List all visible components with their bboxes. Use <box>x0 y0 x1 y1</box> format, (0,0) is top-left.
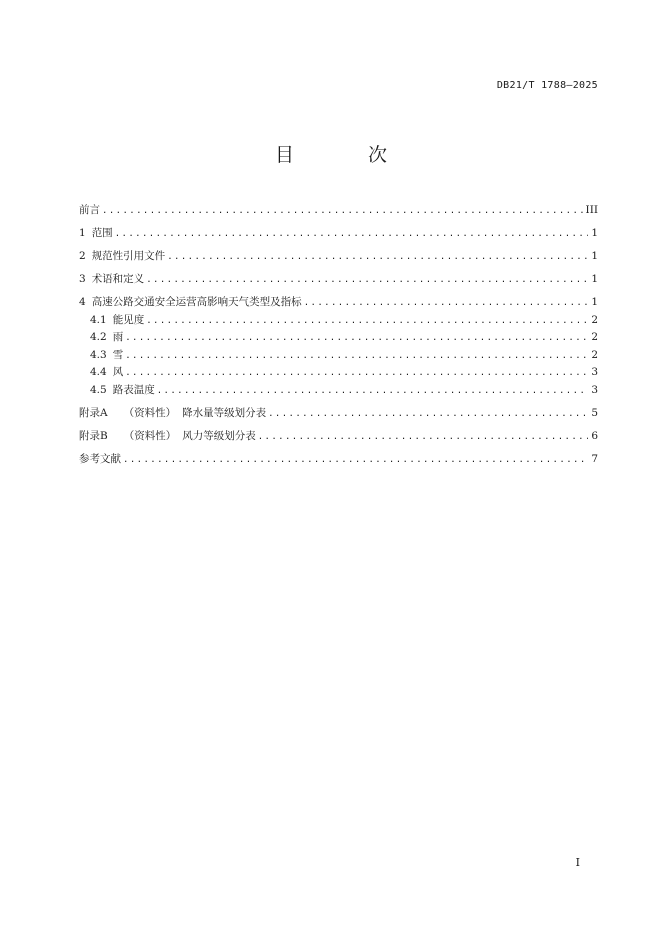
toc-page-number: 1 <box>591 296 598 308</box>
toc-appendix-type: （资料性） <box>123 429 177 442</box>
toc-page-number: 2 <box>591 348 598 361</box>
toc-entry-appendix-a[interactable] <box>79 405 598 423</box>
toc-appendix-number: 附录A <box>79 406 108 419</box>
dot-leader <box>167 249 588 266</box>
toc-section-number: 2 <box>79 250 86 262</box>
toc-entry-label: 雪 <box>112 348 124 361</box>
toc-entry-label: 规范性引用文件 <box>91 250 166 262</box>
toc-page-number: 3 <box>591 383 598 396</box>
toc-entry-label: 前言 <box>79 204 100 216</box>
toc-page-number: 7 <box>591 452 598 465</box>
toc-entry-section-4-5[interactable] <box>79 382 598 400</box>
dot-leader <box>102 203 584 220</box>
dot-leader <box>125 365 588 382</box>
toc-entry-label: 参考文献 <box>79 452 121 465</box>
toc-entry-references[interactable] <box>79 451 598 469</box>
toc-page-number: 6 <box>591 429 598 442</box>
toc-entry-label: 路表温度 <box>112 383 155 396</box>
toc-page-number: 5 <box>591 406 598 419</box>
page-title: 目 次 <box>274 144 422 166</box>
document-code: DB21/T 1788—2025 <box>496 80 598 91</box>
toc-entry-section-4-2[interactable] <box>79 329 598 347</box>
toc-section-number: 4.2 <box>90 331 107 343</box>
toc-entry-appendix-b[interactable] <box>79 428 598 446</box>
toc-entry-label: 雨 <box>112 331 124 343</box>
toc-appendix-number: 附录B <box>79 429 108 442</box>
toc-entry-label: 降水量等级划分表 <box>182 406 267 419</box>
toc-section-number: 1 <box>79 227 86 239</box>
toc-entry-label: 风力等级划分表 <box>182 429 256 442</box>
toc-entry-section-3[interactable] <box>79 271 598 289</box>
toc-entry-label: 风 <box>112 366 124 378</box>
toc-page-number: III <box>585 204 598 216</box>
dot-leader <box>115 226 588 243</box>
toc-page-number: 1 <box>591 273 598 285</box>
toc-entry-section-1[interactable] <box>79 225 598 243</box>
toc-page-number: 1 <box>591 250 598 262</box>
toc-section-number: 4 <box>79 296 86 308</box>
toc-appendix-type: （资料性） <box>123 406 177 419</box>
toc-section-number: 4.3 <box>90 348 107 361</box>
dot-leader <box>125 348 588 365</box>
dot-leader <box>125 330 588 347</box>
dot-leader <box>123 452 588 469</box>
dot-leader <box>258 429 588 446</box>
dot-leader <box>146 313 588 330</box>
toc-section-number: 4.5 <box>90 383 107 396</box>
toc-entry-section-4-1[interactable] <box>79 312 598 330</box>
toc-entry-label: 高速公路交通安全运营高影响天气类型及指标 <box>91 296 302 308</box>
toc-page-number: 2 <box>591 331 598 343</box>
page-number: I <box>575 856 580 869</box>
dot-leader <box>304 295 588 312</box>
toc-entry-section-2[interactable] <box>79 248 598 266</box>
toc-entry-foreword[interactable] <box>79 202 598 220</box>
toc-page-number: 1 <box>591 227 598 239</box>
toc-entry-label: 能见度 <box>112 313 145 326</box>
toc-entry-section-4[interactable] <box>79 294 598 312</box>
toc-section-number: 4.1 <box>90 313 107 326</box>
toc-section-number: 4.4 <box>90 366 107 378</box>
toc-page-number: 2 <box>591 313 598 326</box>
dot-leader <box>268 406 588 423</box>
toc-entry-section-4-3[interactable] <box>79 347 598 365</box>
dot-leader <box>146 272 588 289</box>
toc-entry-section-4-4[interactable] <box>79 364 598 382</box>
dot-leader <box>157 383 588 400</box>
table-of-contents <box>79 202 598 468</box>
toc-page-number: 3 <box>591 366 598 378</box>
toc-section-number: 3 <box>79 273 86 285</box>
toc-entry-label: 术语和定义 <box>91 273 145 285</box>
toc-entry-label: 范围 <box>91 227 113 239</box>
